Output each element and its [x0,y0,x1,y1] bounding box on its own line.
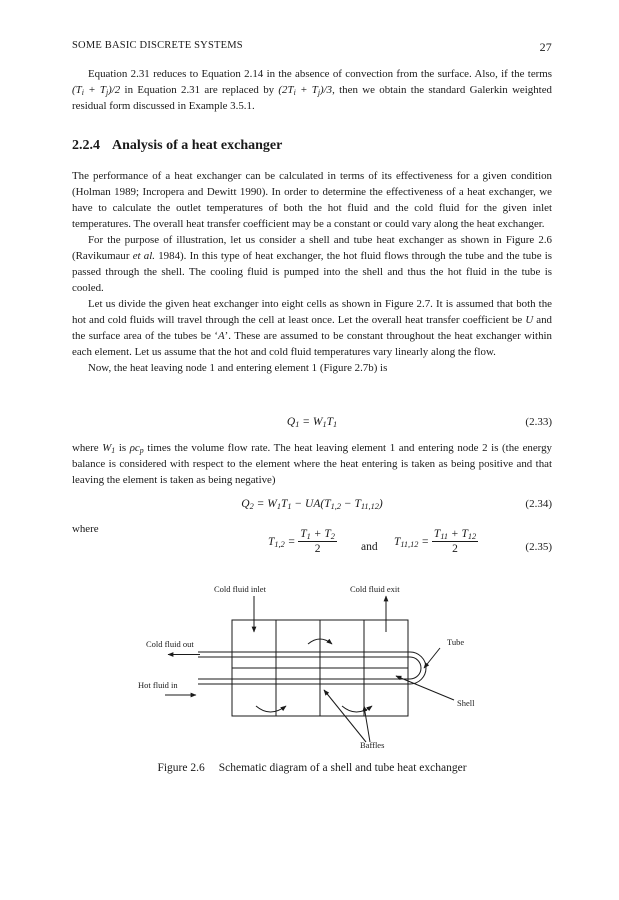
equation-number: (2.33) [525,416,552,428]
section-body [72,168,552,376]
where-label: where [72,523,99,535]
tube-pointer [424,648,440,668]
paragraph-5: where $W_1$ is $\rho c_p$ times the volume flow rate. The heat leaving element 1 and entering node 2 is (the energy balance is considered with respect to the element where the heat entering is taken as being positive and that leaving the element is taken as being negative) [72,442,553,486]
intro-term1: $(T_i + T_j)/2$ [72,84,121,97]
heat-exchanger-diagram [0,578,619,778]
equation-2-33 [72,416,552,434]
baffles-pointer-right [364,706,370,742]
label-hot-fluid-in: Hot fluid in [138,680,178,690]
equation-number: (2.35) [525,541,552,553]
paragraph-4: Now, the heat leaving node 1 and entering element 1 (Figure 2.7b) is [88,362,388,374]
section-title: Analysis of a heat exchanger [112,138,283,153]
equation-2-34-expr: $Q_2 = W_1T_1 - UA(T_{1,2} - T_{11,12})$ [241,498,383,512]
label-shell: Shell [457,698,475,708]
equation-number: (2.34) [525,498,552,510]
fraction-2: $\frac{T_{11} + T_{12}}{2}$ [433,528,477,555]
section-number: 2.2.4 [72,138,100,153]
intro-term2: $(2T_i + T_j)/3$ [278,84,333,97]
label-baffles: Baffles [360,740,385,750]
intro-paragraph [72,66,552,114]
equation-2-34 [72,498,552,516]
caption-label: Figure 2.6 [157,762,205,774]
intro-line2c: , then we obtain the standard Galerkin weighted residual form discussed in Example 3.5.1. [72,84,552,112]
caption-text: Schematic diagram of a shell and tube heat exchanger [218,762,467,774]
running-head-title: SOME BASIC DISCRETE SYSTEMS [72,40,243,51]
paragraph-3: Let us divide the given heat exchanger into eight cells as shown in Figure 2.7. It is assumed that both the hot and cold fluids will travel through the cell at least once. Let the overall heat transfer coefficient be U and the surface area of the tubes be ‘A’. These are assumed to be constant throughout the heat exchanger within each element. Let us assume that the hot and cold fluid temperatures vary linearly along the flow. [72,298,552,358]
intro-line2b: in Equation 2.31 are replaced by [120,84,279,96]
label-tube: Tube [447,637,465,647]
label-cold-fluid-exit: Cold fluid exit [350,584,400,594]
intro-line1: Equation 2.31 reduces to Equation 2.14 in the absence of convection from the surface. [88,68,472,80]
flow-arrow-bottom-right [342,706,372,712]
fraction-1: $\frac{T_1 + T_2}{2}$ [300,528,335,555]
figure-caption [72,762,552,774]
shell-pointer [396,676,454,700]
label-cold-fluid-out: Cold fluid out [146,639,194,649]
label-cold-fluid-inlet: Cold fluid inlet [214,584,266,594]
section-heading [72,138,552,154]
equation-2-35 [72,528,552,568]
equation-2-35-part1: $T_{1,2}$ = $\frac{T_1 + T_2}{2}$ [268,528,335,555]
page-number: 27 [539,40,552,54]
equation-2-35-part2: $T_{11,12}$ = $\frac{T_{11} + T_{12}}{2}$ [394,528,477,555]
and-word: and [361,541,378,553]
equation-2-33-expr: $Q_1 = W_1T_1$ [286,416,338,430]
paragraph-2: For the purpose of illustration, let us consider a shell and tube heat exchanger as shown in Figure 2.6 (Ravikumaur et al. 1984). In this type of heat exchanger, the hot fluid flows through the tube and the tube is passed through the shell. The cooling fluid is pumped into the shell and thus the hot fluid in the tube is cooled. [72,234,553,294]
intro-line2a: Also, if the terms [474,68,552,80]
paragraph-1: The performance of a heat exchanger can be calculated in terms of its effectiveness for a given condition (Holman 1989; Incropera and Dewitt 1990). In order to determine the effectiveness of a heat exchanger, we have to calculate the outlet temperatures of both the hot fluid and the cold fluid for the given inlet temperatures. The overall heat transfer coefficient may be a constant or could vary along the heat exchanger. [72,170,552,230]
flow-arrow-bottom-left [256,706,286,712]
